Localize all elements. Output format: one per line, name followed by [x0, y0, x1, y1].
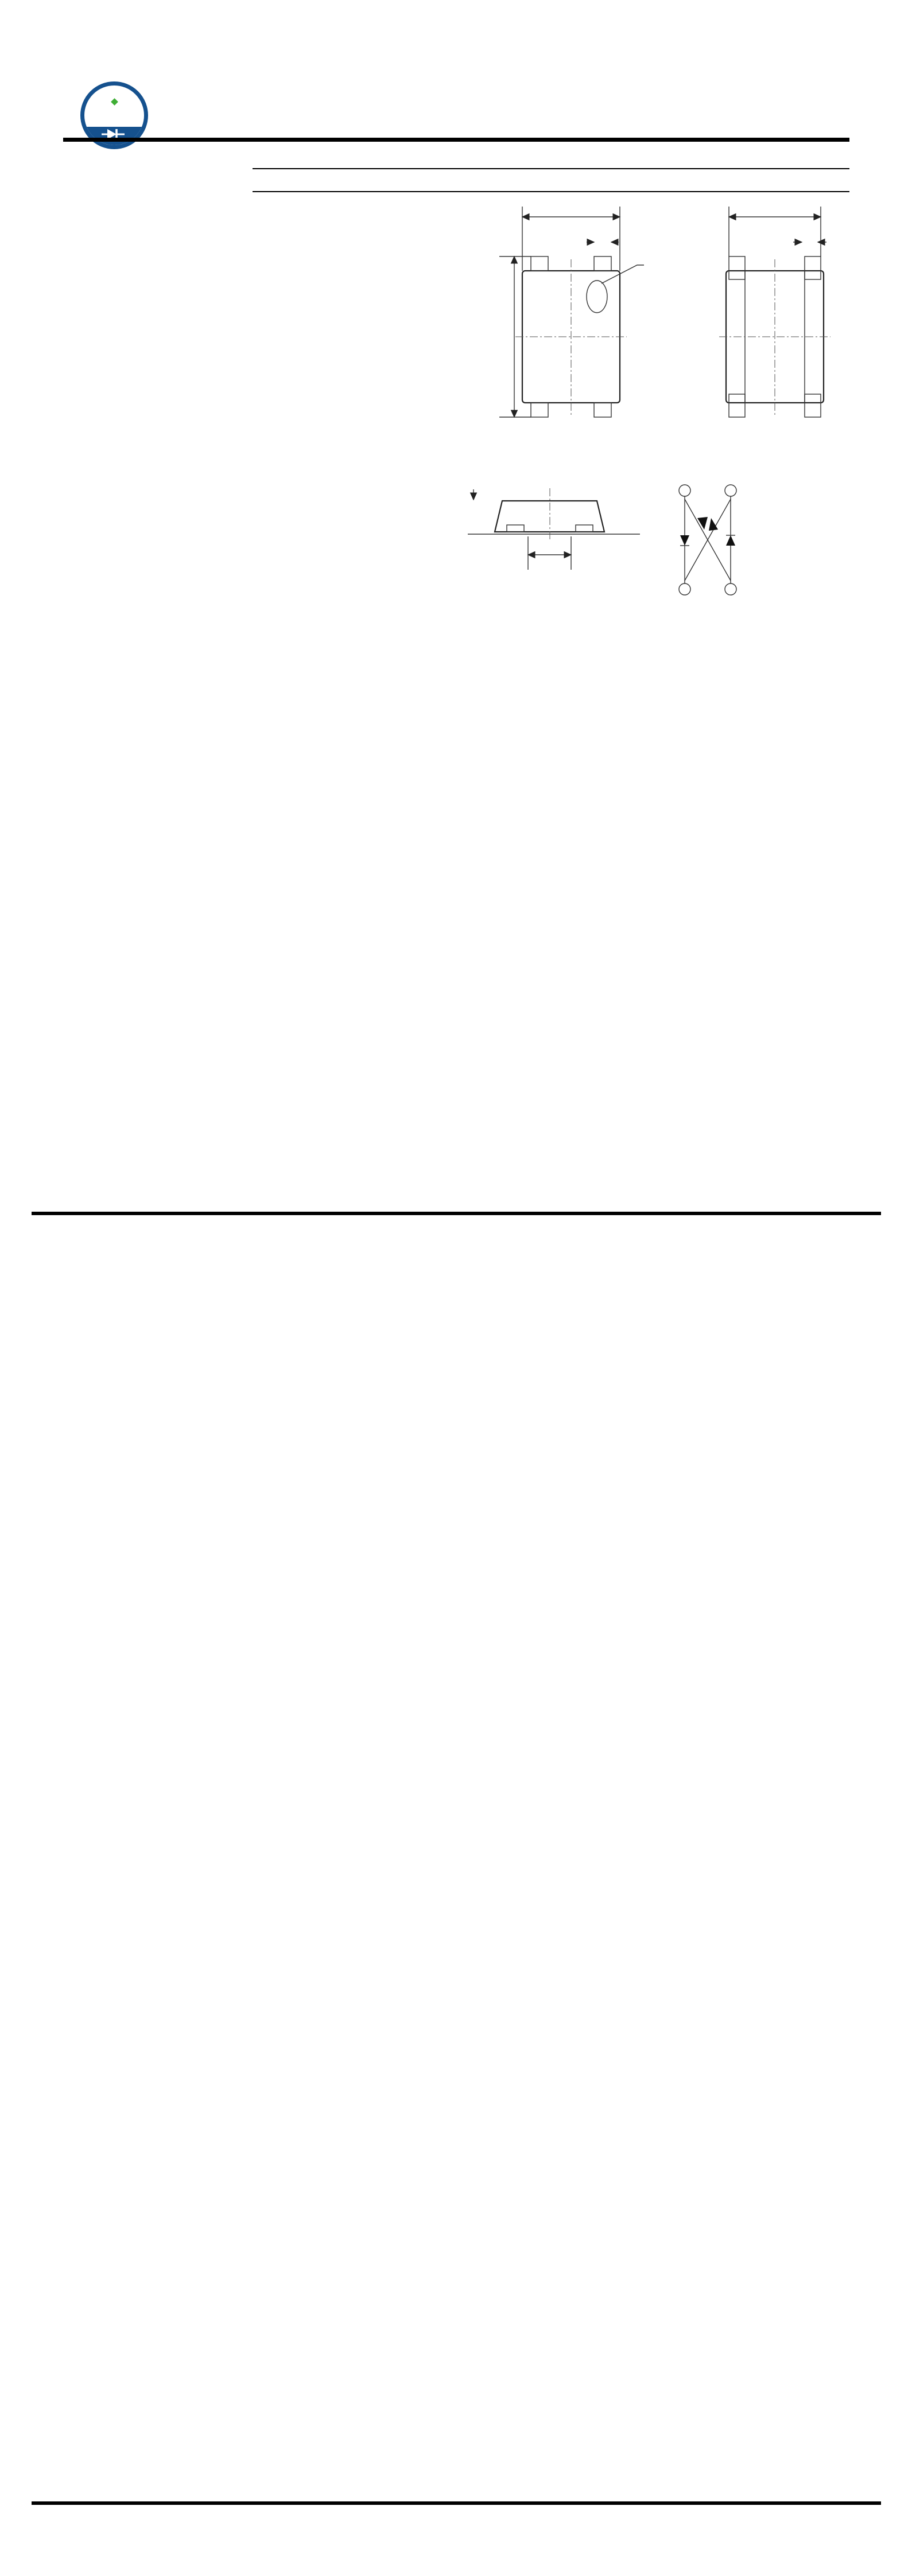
- subtitle2-rule: [253, 191, 849, 192]
- footer-rule: [32, 2501, 881, 2505]
- header-rule: [63, 138, 849, 142]
- logo-leaf-icon: [111, 98, 118, 106]
- logo-diode-band: [84, 127, 144, 145]
- package-outline-drawing: [465, 202, 855, 461]
- subtitle-rule: [253, 168, 849, 169]
- bridge-circuit-diagram: [663, 468, 755, 611]
- footer-rule: [32, 1212, 881, 1215]
- side-view-drawing: [456, 485, 654, 617]
